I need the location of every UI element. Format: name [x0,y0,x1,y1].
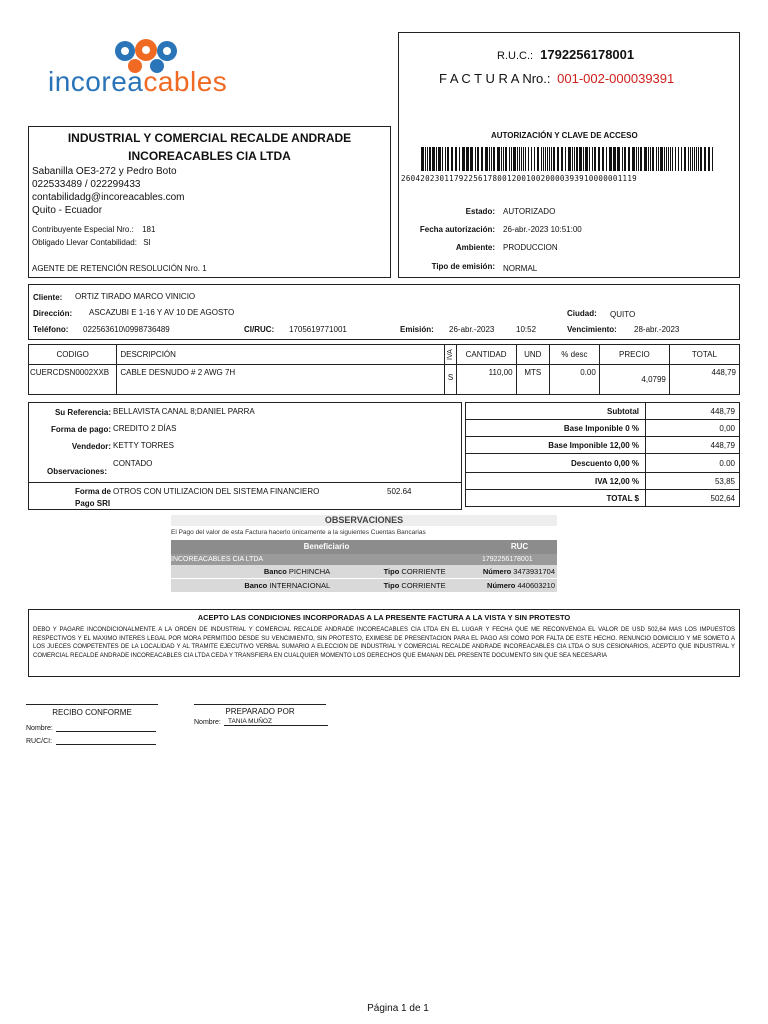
barcode-bar [475,147,476,171]
terms-box [28,609,740,677]
barcode-bar [442,147,443,171]
referencia-label: Su Referencia: [54,408,111,417]
header-und: UND [516,345,550,365]
totals-table [465,402,740,507]
ciudad-value: QUITO [610,310,636,319]
barcode-bar [576,147,578,171]
preparado-label: PREPARADO POR [225,707,295,716]
descuento-value: 0.00 [646,454,740,473]
bank-account-row [171,565,557,579]
barcode-bar [561,147,563,171]
barcode-bar [609,147,612,171]
emision-type-label: Tipo de emisión: [431,262,495,271]
preparado-nombre-value: TANIA MUÑOZ [224,718,328,726]
vencimiento-value: 28-abr.-2023 [634,325,680,334]
barcode-bar [543,147,544,171]
barcode-bar [672,147,673,171]
barcode-bar [519,147,520,171]
referencia-value: BELLAVISTA CANAL 8;DANIEL PARRA [113,407,255,416]
total-value: 502,64 [646,490,740,507]
barcode-bar [429,147,431,171]
barcode-bar [462,147,465,171]
direccion-value: ASCAZUBI E 1-16 Y AV 10 DE AGOSTO [89,308,235,317]
ruc-label: R.U.C.: [497,50,534,62]
company-address: Sabanilla OE3-272 y Pedro Boto [32,166,177,177]
barcode-bar [451,147,453,171]
company-name-line2: INCOREACABLES CIA LTDA [128,149,291,163]
barcode-bar [521,147,522,171]
observaciones-note: El Pago del valor de esta Factura hacerlo únicamente a la siguientes Cuentas Bancarias [171,529,426,536]
barcode-bar [517,147,518,171]
factura-label: F A C T U R A Nro.: [439,71,551,86]
tipo-label: Tipo [383,567,400,576]
vendedor-value: KETTY TORRES [113,441,174,450]
barcode-bar [648,147,649,171]
tipo-label: Tipo [383,581,400,590]
bank-accounts-section [171,515,557,592]
barcode-bar [624,147,626,171]
recibo-rucci-label: RUC/CI: [26,738,53,745]
items-table [28,344,740,395]
barcode-bar [696,147,697,171]
barcode-bar [664,147,665,171]
banco-value: PICHINCHA [288,567,331,576]
header-precio: PRECIO [599,345,669,365]
estado-value: AUTORIZADO [503,207,556,216]
barcode-bar [541,147,542,171]
logo-text-part2: cables [143,66,228,97]
barcode-bar [545,147,546,171]
direccion-label: Dirección: [33,309,73,318]
barcode-bar [638,147,639,171]
barcode-bar [534,147,535,171]
telefono-label: Teléfono: [33,325,69,334]
vencimiento-label: Vencimiento: [567,325,617,334]
pago-sri-label-2: Pago SRI [75,499,111,508]
barcode-bar [585,147,588,171]
barcode-bar [700,147,702,171]
items-header-row [29,345,740,365]
beneficiario-label: Beneficiario [303,542,350,551]
barcode-bar [509,147,510,171]
cell-desc: 0.00 [550,365,600,395]
barcode-bar [537,147,539,171]
header-descripcion: DESCRIPCIÓN [117,345,445,365]
pago-sri-value: OTROS CON UTILIZACION DEL SISTEMA FINANCIERO [113,487,320,496]
table-row [29,365,740,395]
preparado-nombre-label: Nombre: [194,719,221,726]
barcode-bar [688,147,689,171]
barcode-bar [678,147,679,171]
barcode-bar [602,147,604,171]
barcode-bar [525,147,526,171]
barcode-bar [528,147,529,171]
banco-value: INTERNACIONAL [269,581,331,590]
barcode-bar [694,147,695,171]
totals-row [466,490,740,507]
emision-time: 10:52 [516,325,537,334]
header-total: TOTAL [669,345,739,365]
banco-label: Banco [244,581,268,590]
barcode-bar [511,147,512,171]
barcode-bar [427,147,428,171]
barcode-bar [493,147,495,171]
pago-sri-label-1: Forma de [75,487,112,496]
barcode-bar [551,147,552,171]
tipo-value: CORRIENTE [401,567,446,576]
observaciones-value: CONTADO [113,459,153,468]
barcode-bar [660,147,663,171]
emision-label: Emisión: [400,325,434,334]
barcode-bar [598,147,600,171]
telefono-value: 022563610\0998736489 [83,325,170,334]
barcode-bar [644,147,647,171]
barcode-bar [547,147,548,171]
barcode-bar [698,147,699,171]
barcode-bar [523,147,524,171]
cell-descripcion: CABLE DESNUDO # 2 AWG 7H [117,365,445,395]
factura-number: 001-002-000039391 [557,71,675,86]
barcode-bar [436,147,437,171]
iva-value: 53,85 [646,473,740,490]
numero-label: Número [487,581,516,590]
cliente-value: ORTIZ TIRADO MARCO VINICIO [75,292,196,301]
barcode-bar [481,147,483,171]
base-0-value: 0,00 [646,420,740,437]
base-12-label: Base Imponible 12,00 % [466,437,646,454]
barcode-bar [652,147,654,171]
company-email: contabilidadg@incoreacables.com [32,192,185,203]
banco-label: Banco [263,567,287,576]
contribuyente-label: Contribuyente Especial Nro.: [32,225,134,234]
logo-text-part1: incorea [48,66,144,97]
barcode-bar [501,147,502,171]
barcode-bar [503,147,504,171]
barcode-bar [712,147,713,171]
barcode-bar [459,147,460,171]
fecha-value: 26-abr.-2023 10:51:00 [503,225,582,234]
barcode-bar [470,147,473,171]
barcode-bar [455,147,457,171]
recibo-label: RECIBO CONFORME [52,708,132,717]
barcode-bar [432,147,435,171]
barcode-bar [636,147,637,171]
emision-type-value: NORMAL [503,264,538,273]
totals-row [466,437,740,454]
barcode-bar [613,147,616,171]
numero-value: 3473931704 [513,567,556,576]
forma-pago-value: CREDITO 2 DÍAS [113,424,177,433]
barcode-bar [549,147,550,171]
barcode-bar [491,147,492,171]
company-city: Quito - Ecuador [32,205,103,216]
barcode-bar [553,147,555,171]
fecha-label: Fecha autorización: [419,225,495,234]
contabilidad-label: Obligado Llevar Contabilidad: [32,238,137,247]
recibo-nombre-label: Nombre: [26,725,53,732]
cliente-label: Cliente: [33,293,63,302]
barcode-bar [505,147,507,171]
client-box [28,284,740,340]
barcode-bar [632,147,635,171]
base-0-label: Base Imponible 0 % [466,420,646,437]
ruc-value: 1792256178001 [540,47,635,62]
barcode-bar [497,147,500,171]
barcode-bar [656,147,657,171]
barcode-bar [658,147,659,171]
estado-label: Estado: [465,207,495,216]
header-iva: IVA [445,345,456,365]
barcode-bar [670,147,671,171]
barcode-bar [622,147,623,171]
barcode-bar [606,147,607,171]
ambiente-label: Ambiente: [455,243,495,252]
pago-sri-amount: 502.64 [387,487,412,496]
numero-value: 440603210 [517,581,556,590]
totals-row [466,403,740,420]
recibo-signature [26,704,166,745]
beneficiario-ruc: 1792256178001 [482,556,533,563]
company-box [28,126,391,278]
contribuyente-value: 181 [142,225,156,234]
barcode-bar [447,147,449,171]
barcode-bar [579,147,582,171]
barcode-bar [640,147,642,171]
tipo-value: CORRIENTE [401,581,446,590]
header-desc: % desc [550,345,600,365]
barcode-bar [650,147,651,171]
barcode-bar [477,147,479,171]
ruc-column-label: RUC [510,542,529,551]
preparado-signature [194,704,334,726]
barcode-bar [692,147,693,171]
ciruc-label: CI/RUC: [244,325,275,334]
totals-row [466,454,740,473]
vendedor-label: Vendedor: [71,442,111,451]
barcode-bar [592,147,593,171]
barcode-bar [628,147,630,171]
barcode [421,147,717,171]
company-phones: 022533489 / 022299433 [32,179,141,190]
terms-title: ACEPTO LAS CONDICIONES INCORPORADAS A LA PRESENTE FACTURA A LA VISTA Y SIN PROTESTO [197,613,571,622]
ciudad-label: Ciudad: [567,309,597,318]
header-codigo: CODIGO [29,345,117,365]
cell-codigo: CUERCDSN0002XXB [29,365,117,395]
auth-title: AUTORIZACIÓN Y CLAVE DE ACCESO [491,131,638,140]
forma-pago-label: Forma de pago: [50,425,111,434]
barcode-bar [421,147,424,171]
barcode-bar [704,147,706,171]
total-label: TOTAL $ [466,490,646,507]
barcode-bar [675,147,676,171]
barcode-bar [594,147,596,171]
observaciones-title: OBSERVACIONES [171,515,557,526]
barcode-bar [583,147,584,171]
cell-total: 448,79 [669,365,739,395]
bank-account-row [171,579,557,592]
barcode-bar [568,147,571,171]
page-number: Página 1 de 1 [367,1003,429,1014]
emision-date: 26-abr.-2023 [449,325,495,334]
barcode-bar [708,147,710,171]
beneficiario-value: INCOREACABLES CIA LTDA [171,556,264,563]
numero-label: Número [482,567,512,576]
barcode-bar [489,147,490,171]
company-name-line1: INDUSTRIAL Y COMERCIAL RECALDE ANDRADE [67,131,352,145]
cell-iva: S [445,365,456,395]
ambiente-value: PRODUCCION [503,243,558,252]
barcode-bar [690,147,691,171]
company-logo [48,38,248,98]
barcode-bar [466,147,469,171]
ciruc-value: 1705619771001 [289,325,347,334]
barcode-number: 2604202301179225617800120010020000393910000001119 [401,174,637,183]
cell-cantidad: 110,00 [456,365,516,395]
subtotal-label: Subtotal [466,403,646,420]
barcode-bar [681,147,682,171]
barcode-bar [557,147,559,171]
barcode-bar [445,147,446,171]
barcode-bar [513,147,516,171]
barcode-bar [485,147,488,171]
barcode-bar [666,147,667,171]
details-box [28,402,462,510]
header-cantidad: CANTIDAD [456,345,516,365]
barcode-bar [684,147,686,171]
invoice-box [398,32,740,278]
barcode-bar [574,147,575,171]
cell-precio: 4,0799 [599,365,669,395]
barcode-bar [425,147,426,171]
terms-body: DEBO Y PAGARE INCONDICIONALMENTE A LA ORDEN DE INDUSTRIAL Y COMERCIAL RECALDE ANDRADE INCOREACABLES CIA LTDA EN EL LUGAR Y FECHA QUE ME RECONVENGA EL VALOR DE USD 502,64 MAS LOS IMPUESTOS RESPECTIVOS Y EL MAXIMO INTERES LEGAL POR MORA PERMITIDO DESDE SU VENCIMIENTO, SIN PROTESTO, EXIMESE DE PRESENTACION PARA EL PAGO ASI COMO POR FALTA DE ESTE HECHO. RENUNCIO DOMICILIO Y ME SOMETO A LOS JUECES COMPETENTES DE LA LOCALIDAD Y AL TRAMITE EJECUTIVO VERBAL SUMARIO A ELECCION DE INDUSTRIAL Y COMERCIAL RECALDE ANDRADE INCOREACABLES CIA LTDA O SUS CESIONARIOS, ACEPTO QUE INDUSTRIAL Y COMERCIAL RECALDE ANDRADE INCOREACABLES CIA LTDA CEDA Y TRANSFIERA EN CUALQUIER MOMENTO LOS DERECHOS QUE EMANAN DEL PRESENTE DOCUMENTO SIN QUE SEA NECESARIA [33,627,735,659]
descuento-label: Descuento 0,00 % [466,454,646,473]
base-12-value: 448,79 [646,437,740,454]
barcode-bar [438,147,441,171]
barcode-bar [589,147,590,171]
contabilidad-value: SI [143,238,151,247]
totals-row [466,420,740,437]
barcode-bar [668,147,669,171]
cell-und: MTS [516,365,550,395]
observaciones-label: Observaciones: [46,467,107,476]
barcode-bar [565,147,566,171]
iva-label: IVA 12,00 % [466,473,646,490]
subtotal-value: 448,79 [646,403,740,420]
barcode-bar [617,147,620,171]
totals-row [466,473,740,490]
barcode-bar [572,147,573,171]
agente-retencion: AGENTE DE RETENCIÓN RESOLUCIÓN Nro. 1 [32,264,207,273]
barcode-bar [531,147,532,171]
